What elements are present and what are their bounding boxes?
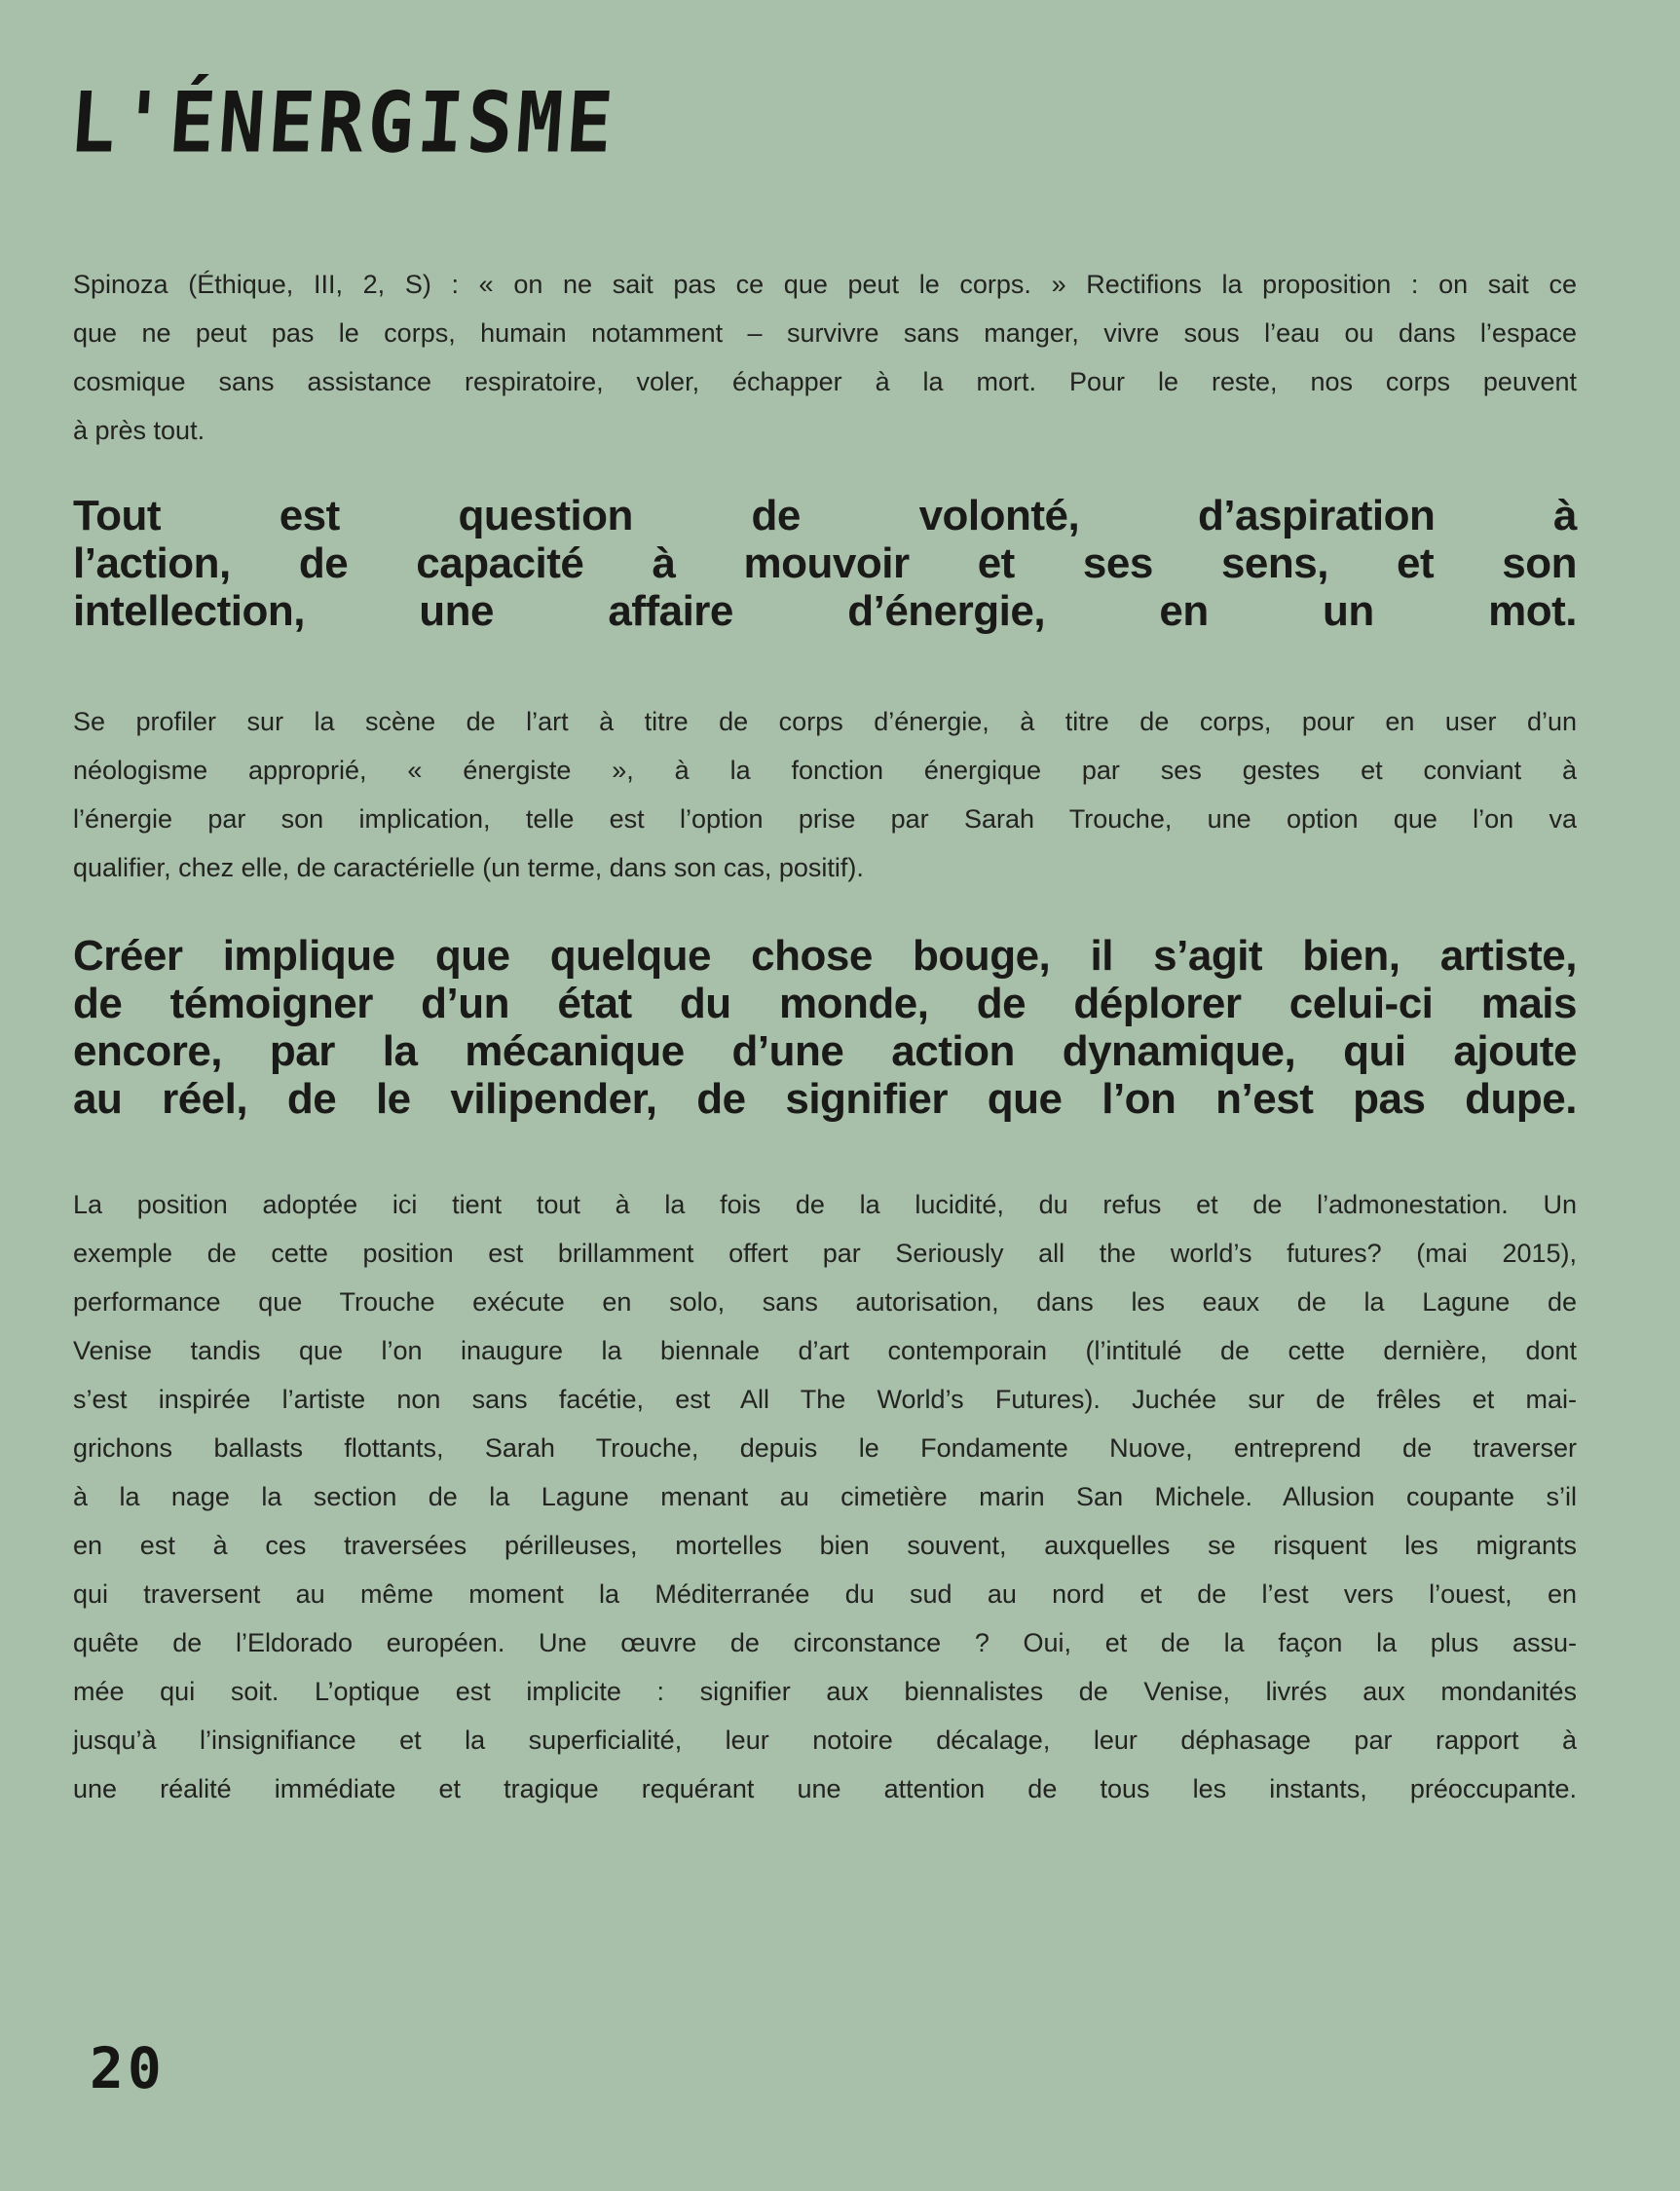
text-line: que ne peut pas le corps, humain notamment – survivre sans manger, vivre sous l’eau ou dans l’espace bbox=[73, 318, 1577, 348]
text-line: grichons ballasts flottants, Sarah Trouche, depuis le Fondamente Nuove, entreprend de traverser bbox=[73, 1433, 1577, 1463]
article-body bbox=[73, 260, 1577, 1813]
text-line: Créer implique que quelque chose bouge, il s’agit bien, artiste, bbox=[73, 932, 1577, 980]
text-line: performance que Trouche exécute en solo, sans autorisation, dans les eaux de la Lagune de bbox=[73, 1287, 1577, 1317]
text-line: à la nage la section de la Lagune menant au cimetière marin San Michele. Allusion coupante s’il bbox=[73, 1482, 1577, 1511]
text-line: quête de l’Eldorado européen. Une œuvre de circonstance ? Oui, et de la façon la plus assu- bbox=[73, 1628, 1577, 1657]
page-title: L'ÉNERGISME bbox=[66, 75, 620, 172]
text-line: exemple de cette position est brillamment offert par Seriously all the world’s futures? (mai 2015), bbox=[73, 1239, 1577, 1268]
text-line: intellection, une affaire d’énergie, en un mot. bbox=[73, 587, 1577, 635]
text-line: qui traversent au même moment la Méditerranée du sud au nord et de l’est vers l’ouest, en bbox=[73, 1579, 1577, 1609]
text-line: encore, par la mécanique d’une action dynamique, qui ajoute bbox=[73, 1027, 1577, 1075]
page-number: 20 bbox=[90, 2035, 166, 2101]
text-line: en est à ces traversées périlleuses, mortelles bien souvent, auxquelles se risquent les migrants bbox=[73, 1531, 1577, 1560]
text-line: une réalité immédiate et tragique requérant une attention de tous les instants, préoccupante. bbox=[73, 1774, 1577, 1803]
text-line: de témoigner d’un état du monde, de déplorer celui-ci mais bbox=[73, 980, 1577, 1027]
pull-quote-2 bbox=[73, 932, 1577, 1123]
text-line: cosmique sans assistance respiratoire, voler, échapper à la mort. Pour le reste, nos corps peuvent bbox=[73, 367, 1577, 396]
paragraph-1 bbox=[73, 260, 1577, 455]
text-line: Spinoza (Éthique, III, 2, S) : « on ne sait pas ce que peut le corps. » Rectifions la proposition : on sait ce bbox=[73, 270, 1577, 299]
text-line: qualifier, chez elle, de caractérielle (un terme, dans son cas, positif). bbox=[73, 853, 864, 882]
text-line: à près tout. bbox=[73, 416, 205, 445]
text-line: s’est inspirée l’artiste non sans facétie, est All The World’s Futures). Juchée sur de frêles et mai- bbox=[73, 1385, 1577, 1414]
text-line: l’action, de capacité à mouvoir et ses sens, et son bbox=[73, 539, 1577, 587]
text-line: mée qui soit. L’optique est implicite : signifier aux biennalistes de Venise, livrés aux mondanités bbox=[73, 1677, 1577, 1706]
pull-quote-1 bbox=[73, 492, 1577, 635]
text-line: Venise tandis que l’on inaugure la biennale d’art contemporain (l’intitulé de cette dernière, dont bbox=[73, 1336, 1577, 1365]
text-line: Se profiler sur la scène de l’art à titre de corps d’énergie, à titre de corps, pour en user d’un bbox=[73, 707, 1577, 736]
text-line: néologisme approprié, « énergiste », à la fonction énergique par ses gestes et conviant à bbox=[73, 756, 1577, 785]
text-line: l’énergie par son implication, telle est l’option prise par Sarah Trouche, une option que l’on va bbox=[73, 804, 1577, 834]
text-line: Tout est question de volonté, d’aspiration à bbox=[73, 492, 1577, 539]
text-line: jusqu’à l’insignifiance et la superficialité, leur notoire décalage, leur déphasage par rapport à bbox=[73, 1726, 1577, 1755]
paragraph-3 bbox=[73, 1180, 1577, 1813]
text-line: au réel, de le vilipender, de signifier que l’on n’est pas dupe. bbox=[73, 1075, 1577, 1123]
paragraph-2 bbox=[73, 697, 1577, 892]
text-line: La position adoptée ici tient tout à la fois de la lucidité, du refus et de l’admonestation. Un bbox=[73, 1190, 1577, 1219]
